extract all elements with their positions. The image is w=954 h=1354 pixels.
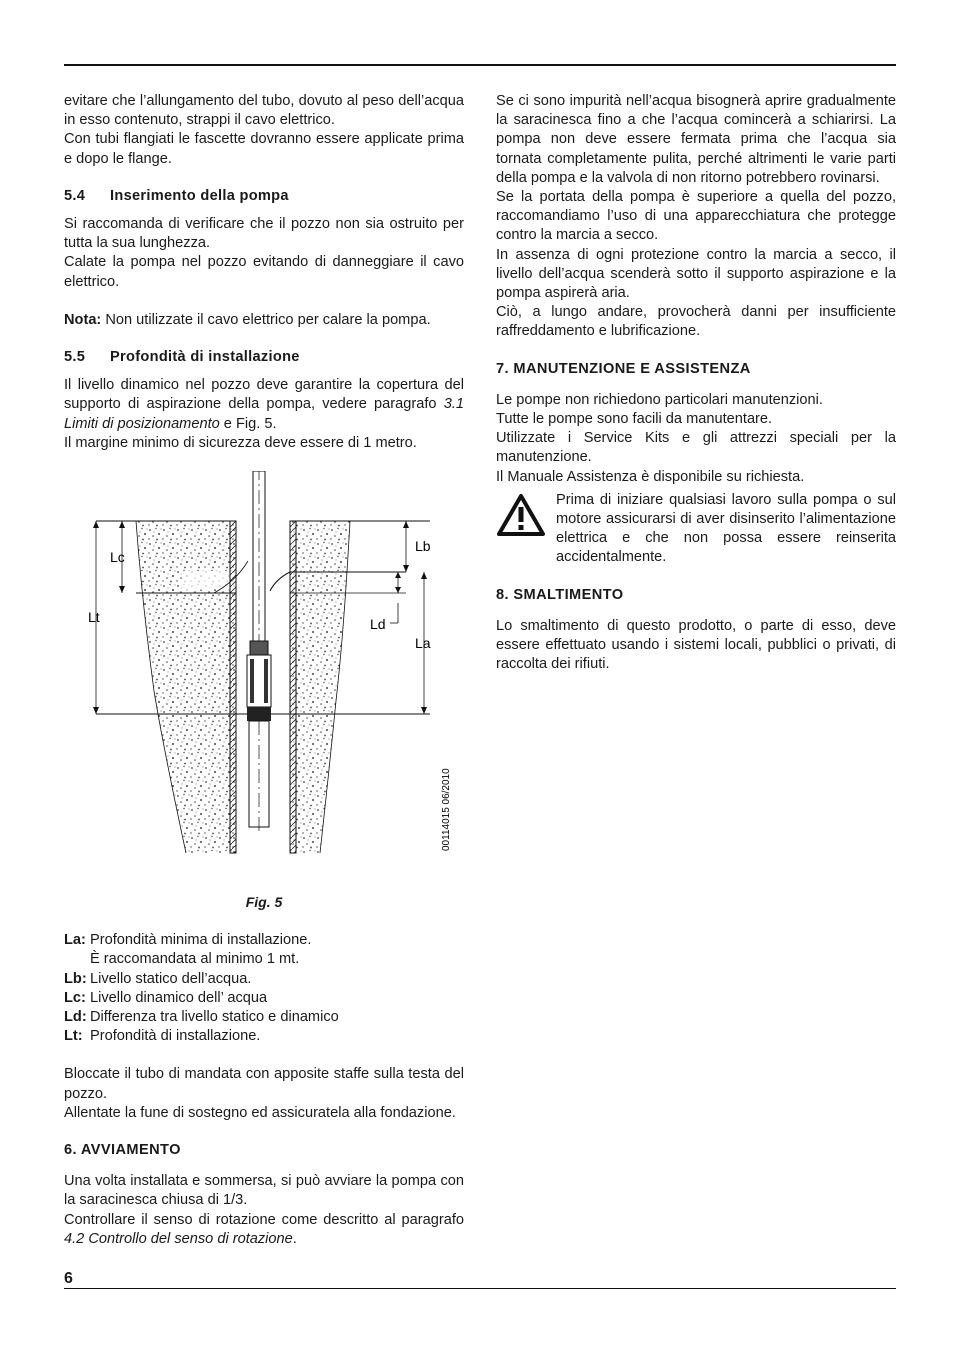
paragraph: Il margine minimo di sicurezza deve essere di 1 metro. <box>64 434 417 451</box>
paragraph: Se la portata della pompa è superiore a quella del pozzo, raccomandiamo l’uso di una apparecchiatura che protegge contro la marcia a secco. <box>496 189 896 244</box>
legend <box>64 931 464 1046</box>
paragraph: Il Manuale Assistenza è disponibile su richiesta. <box>496 468 805 485</box>
label-lt: Lt <box>88 609 100 626</box>
footer-rule <box>64 1288 896 1289</box>
paragraph: Ciò, a lungo andare, provocherà danni per insufficiente raffreddamento e lubrificazione. <box>496 304 896 340</box>
legend-item: La: Profondità minima di installazione. <box>64 932 312 949</box>
paragraph: Calate la pompa nel pozzo evitando di danneggiare il cavo elettrico. <box>64 254 464 290</box>
paragraph: In assenza di ogni protezione contro la marcia a secco, il livello dell’acqua scenderà sotto il supporto aspirazione e la pompa aspirerà aria. <box>496 246 896 302</box>
paragraph: Le pompe non richiedono particolari manutenzioni. <box>496 391 823 408</box>
legend-item: Lc: Livello dinamico dell’ acqua <box>64 989 268 1006</box>
section-heading-5-4: 5.4 Inserimento della pompa <box>64 187 289 204</box>
paragraph: Utilizzate i Service Kits e gli attrezzi speciali per la manutenzione. <box>496 430 896 466</box>
header-rule <box>64 64 896 66</box>
legend-item: Lb: Livello statico dell’acqua. <box>64 970 252 987</box>
paragraph: Una volta installata e sommersa, si può avviare la pompa con la saracinesca chiusa di 1/3. <box>64 1173 464 1209</box>
paragraph: Si raccomanda di verificare che il pozzo non sia ostruito per tutta la sua lunghezza. <box>64 216 464 252</box>
legend-item: Ld: Differenza tra livello statico e dinamico <box>64 1009 339 1026</box>
section-heading-6: 6. AVVIAMENTO <box>64 1142 181 1159</box>
paragraph: Controllare il senso di rotazione come descritto al paragrafo 4.2 Controllo del senso di rotazione. <box>64 1211 464 1247</box>
paragraph: evitare che l’allungamento del tubo, dovuto al peso dell’acqua in esso contenuto, strappi il cavo elettrico. <box>64 93 464 129</box>
ground-left <box>136 521 236 853</box>
label-la: La <box>415 635 431 652</box>
legend-item-continued: È raccomandata al minimo 1 mt. <box>90 951 300 968</box>
paragraph: Allentate la fune di sostegno ed assicuratela alla fondazione. <box>64 1104 456 1121</box>
section-heading-7: 7. MANUTENZIONE E ASSISTENZA <box>496 360 751 377</box>
legend-item: Lt: Profondità di installazione. <box>64 1028 261 1045</box>
label-lc: Lc <box>110 549 125 566</box>
paragraph: Il livello dinamico nel pozzo deve garantire la copertura del supporto di aspirazione della pompa, vedere paragrafo 3.1 Limiti di posizionamento e Fig. 5. <box>64 377 464 432</box>
warning-text: Prima di iniziare qualsiasi lavoro sulla pompa o sul motore assicurarsi di aver disinserito l’alimentazione elettrica e che non possa essere reinserita accidentalmente. <box>556 491 896 566</box>
well-diagram <box>64 471 464 891</box>
warning-block <box>496 491 896 568</box>
section-heading-8: 8. SMALTIMENTO <box>496 586 624 603</box>
left-column <box>64 92 464 1249</box>
paragraph: Tutte le pompe sono facili da manutentare. <box>496 411 773 428</box>
section-heading-5-5: 5.5 Profondità di installazione <box>64 349 300 366</box>
label-ld: Ld <box>370 616 386 633</box>
figure-caption: Fig. 5 <box>245 894 283 911</box>
paragraph: Con tubi flangiati le fascette dovranno essere applicate prima e dopo le flange. <box>64 131 464 167</box>
note: Nota: Non utilizzate il cavo elettrico per calare la pompa. <box>64 311 431 328</box>
paragraph: Se ci sono impurità nell’acqua bisognerà aprire gradualmente la saracinesca fino a che l’acqua comincerà a schiarirsi. La pompa non deve essere fermata prima che l’acqua sia tornata completamente pulita, perché altrimenti le varie parti della pompa e la valvola di non ritorno potrebbero rovinarsi. <box>496 93 896 186</box>
figure-code: 00114015 06/2010 <box>441 768 452 852</box>
ground-right <box>290 521 350 853</box>
paragraph: Bloccate il tubo di mandata con apposite staffe sulla testa del pozzo. <box>64 1066 464 1102</box>
page-number: 6 <box>64 1270 73 1287</box>
label-lb: Lb <box>415 538 431 555</box>
right-column <box>496 92 896 674</box>
warning-triangle-icon <box>496 491 556 568</box>
paragraph: Lo smaltimento di questo prodotto, o parte di esso, deve essere effettuato usando i sistemi locali, pubblici o privati, di raccolta dei rifiuti. <box>496 617 896 673</box>
